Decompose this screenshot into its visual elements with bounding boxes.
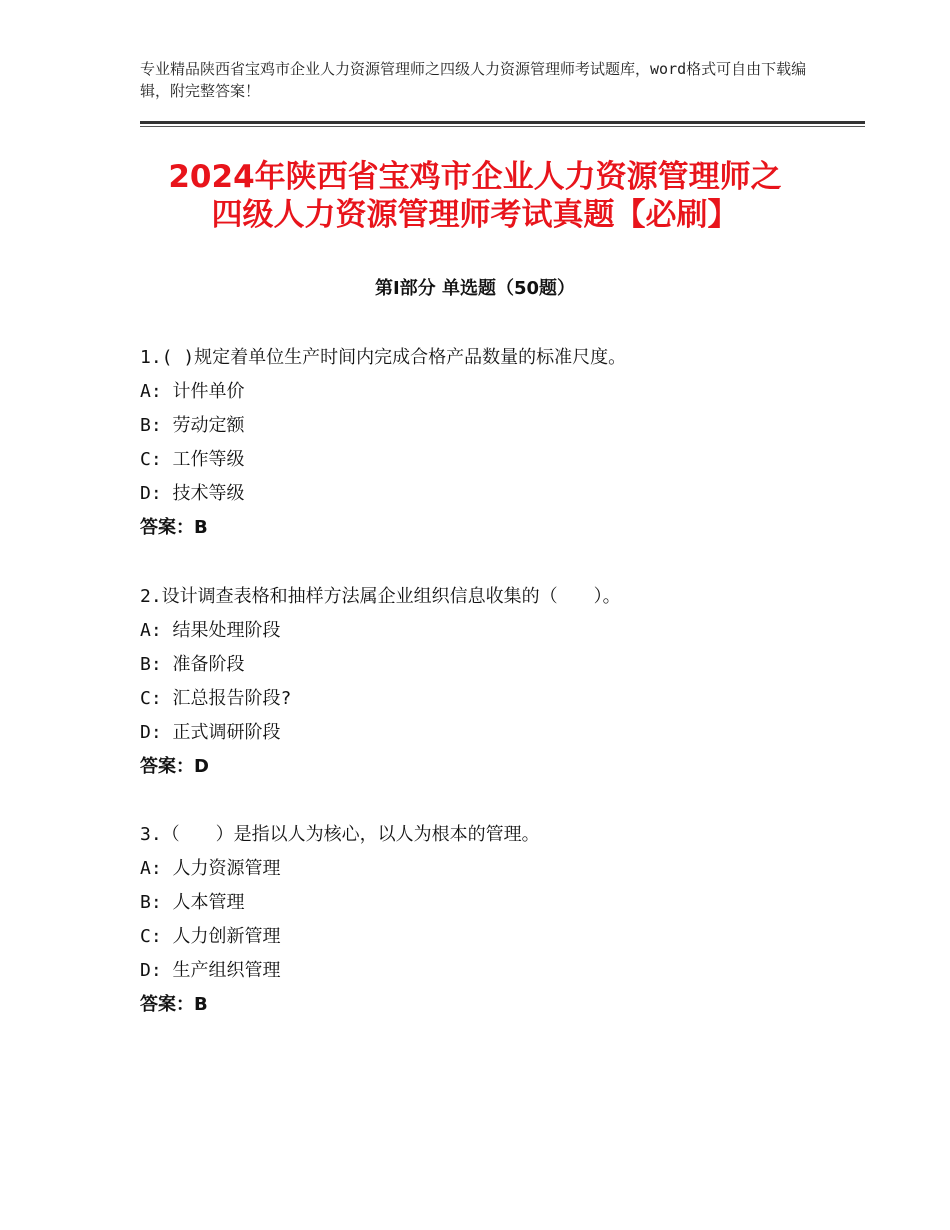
- title-line-2: 四级人力资源管理师考试真题【必刷】: [211, 197, 739, 233]
- answer-line: 答案：D: [140, 756, 209, 777]
- option-a: A: 人力资源管理: [140, 858, 281, 879]
- header-rule-thick: [140, 121, 865, 124]
- question-3: [140, 818, 840, 1022]
- option-d: D: 技术等级: [140, 483, 245, 504]
- option-b: B: 人本管理: [140, 892, 245, 913]
- option-d: D: 正式调研阶段: [140, 722, 281, 743]
- option-b: B: 劳动定额: [140, 415, 245, 436]
- question-stem: 3.（ ）是指以人为核心，以人为根本的管理。: [140, 824, 540, 845]
- option-d: D: 生产组织管理: [140, 960, 281, 981]
- question-stem: 2.设计调查表格和抽样方法属企业组织信息收集的（ ）。: [140, 586, 621, 607]
- option-c: C: 人力创新管理: [140, 926, 281, 947]
- question-1: [140, 341, 840, 545]
- header-note: 专业精品陕西省宝鸡市企业人力资源管理师之四级人力资源管理师考试题库，word格式可自由下载编辑，附完整答案！: [140, 60, 807, 100]
- option-a: A: 结果处理阶段: [140, 620, 281, 641]
- option-a: A: 计件单价: [140, 381, 245, 402]
- option-c: C: 汇总报告阶段?: [140, 688, 292, 709]
- header-rule-thin: [140, 126, 865, 127]
- option-c: C: 工作等级: [140, 449, 245, 470]
- question-2: [140, 580, 840, 784]
- option-b: B: 准备阶段: [140, 654, 245, 675]
- title-line-1: 2024年陕西省宝鸡市企业人力资源管理师之: [168, 159, 782, 195]
- document-title: [100, 158, 850, 234]
- section-heading: 第Ⅰ部分 单选题（50题）: [374, 278, 575, 299]
- answer-line: 答案：B: [140, 994, 208, 1015]
- answer-line: 答案：B: [140, 517, 208, 538]
- question-stem: 1.( )规定着单位生产时间内完成合格产品数量的标准尺度。: [140, 347, 627, 368]
